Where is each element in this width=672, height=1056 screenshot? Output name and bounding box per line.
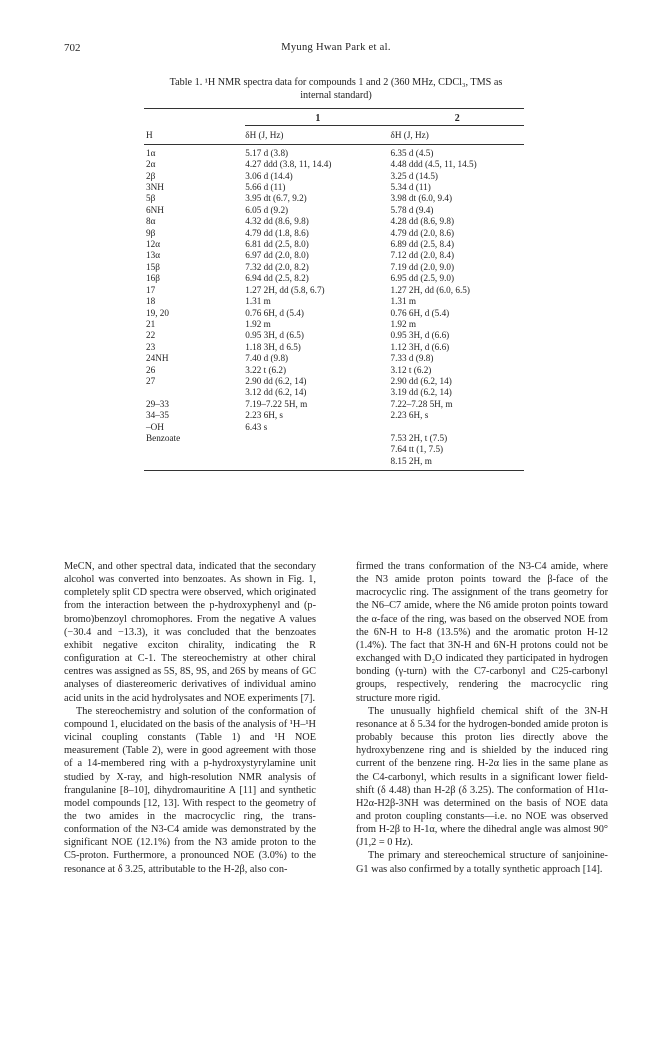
compound-1-cell: 1.18 3H, d 6.5) xyxy=(245,341,301,352)
compound-2-cell: 8.15 2H, m xyxy=(391,456,524,471)
compound-2-cell: 1.27 2H, dd (6.0, 6.5) xyxy=(390,284,470,295)
table-row xyxy=(144,159,524,170)
proton-cell: 34–35 xyxy=(146,410,169,421)
table-caption-line-2: internal standard) xyxy=(300,90,372,101)
compound-1-cell: 1.27 2H, dd (5.8, 6.7) xyxy=(245,284,325,295)
compound-1-cell: 4.27 ddd (3.8, 11, 14.4) xyxy=(245,159,332,170)
compound-2-cell: 6.89 dd (2.5, 8.4) xyxy=(390,239,455,250)
table-row xyxy=(144,330,524,341)
body-paragraph: The unusually highfield chemical shift of the 3N-H resonance at δ 5.34 for the hydrogen-bonded amide proton is probably because this proton lies directly above the hydroxybenzene ring and is shielded by the induced ring current of the benzene ring. H-2α lies in the same plane as the C4-carbonyl, which results in a significant lower field-shift (δ 4.48) than H-2β (δ 3.25). The conformation of H1α-H2α-H2β-3NH was determined on the basis of NOE data and proton coupling constants—i.e. no NOE was observed from H-2β to H-1α, where the dihedral angle was almost 90° (J1,2 = 0 Hz). xyxy=(356,705,608,849)
table-caption xyxy=(150,76,522,102)
proton-cell: 2α xyxy=(146,159,156,170)
compound-1-cell: 6.97 dd (2.0, 8.0) xyxy=(245,250,309,261)
table-row xyxy=(144,250,524,261)
compound-1-cell: 6.43 s xyxy=(245,421,268,432)
proton-cell: 9β xyxy=(146,227,156,238)
compound-2-cell: 6.95 dd (2.5, 9.0) xyxy=(390,273,455,284)
compound-1-cell xyxy=(245,433,390,444)
table-row xyxy=(144,205,524,216)
page-number: 702 xyxy=(64,42,81,54)
table-row xyxy=(144,365,524,376)
proton-cell: 13α xyxy=(146,250,161,261)
proton-cell: 3NH xyxy=(146,182,164,193)
column-header-1: δH (J, Hz) xyxy=(245,126,390,144)
proton-cell: 23 xyxy=(146,341,156,352)
compound-2-cell: 3.98 dt (6.0, 9.4) xyxy=(390,193,453,204)
body-paragraph: The primary and stereochemical structure of sanjoinine-G1 was also confirmed by a totally synthetic approach [14]. xyxy=(356,850,608,875)
proton-cell: 27 xyxy=(146,375,156,386)
table-row xyxy=(144,182,524,193)
compound-2-cell: 4.28 dd (8.6, 9.8) xyxy=(390,216,455,227)
compound-1-cell: 7.19–7.22 5H, m xyxy=(245,398,308,409)
compound-1-label: 1 xyxy=(315,113,321,124)
proton-cell: 17 xyxy=(146,284,156,295)
compound-2-cell: 1.12 3H, d (6.6) xyxy=(390,341,450,352)
table-row xyxy=(144,216,524,227)
compound-2-header xyxy=(391,113,524,126)
proton-cell xyxy=(144,456,245,471)
proton-cell: 16β xyxy=(146,273,160,284)
column-header-2: δH (J, Hz) xyxy=(391,126,524,144)
compound-1-cell: 6.94 dd (2.5, 8.2) xyxy=(245,273,309,284)
table-row xyxy=(144,422,524,433)
compound-1-cell: 2.90 dd (6.2, 14) xyxy=(245,375,307,386)
body-paragraph: MeCN, and other spectral data, indicated that the secondary alcohol was converted into benzoates. As shown in Fig. 1, completely split CD spectra were observed, which originated from the interaction between the p-hydroxyphenyl and (p-bromo)benzoyl chromophores. From the negative A values (−30.4 and −13.3), it was concluded that the benzoates exhibit negative exciton chirality, indicating the R configuration at C-1. The stereochemistry at other chiral centres was assigned as 5S, 8S, 9S, and 26S by means of GC analyses of diastereomeric derivatives of individual amino acid units in the acid hydrolysates and NOE experiments [7]. xyxy=(64,561,316,704)
table-row xyxy=(144,376,524,387)
running-head: Myung Hwan Park et al. xyxy=(281,42,391,53)
table-caption-line-1: Table 1. ¹H NMR spectra data for compounds 1 and 2 (360 MHz, CDCl₃, TMS as xyxy=(169,77,503,88)
proton-cell: 26 xyxy=(146,364,156,375)
compound-2-cell: 7.33 d (9.8) xyxy=(390,353,434,364)
compound-2-cell: 5.78 d (9.4) xyxy=(390,204,434,215)
table-row xyxy=(144,456,524,471)
table-row xyxy=(144,308,524,319)
compound-1-cell: 7.40 d (9.8) xyxy=(245,353,289,364)
compound-1-cell: 6.05 d (9.2) xyxy=(245,204,289,215)
compound-1-cell: 2.23 6H, s xyxy=(245,410,284,421)
compound-1-cell xyxy=(245,456,390,471)
compound-2-cell: 0.76 6H, d (5.4) xyxy=(390,307,450,318)
compound-2-cell: 7.22–7.28 5H, m xyxy=(390,398,453,409)
table-row xyxy=(144,144,524,159)
compound-header-row xyxy=(144,113,524,126)
table-row xyxy=(144,228,524,239)
compound-2-cell: 4.48 ddd (4.5, 11, 14.5) xyxy=(390,159,477,170)
proton-cell: 29–33 xyxy=(146,398,169,409)
body-paragraph: firmed the trans conformation of the N3-C4 amide, where the N3 amide proton points toward the β-face of the macrocyclic ring. The assignment of the trans geometry for the N6–C7 amide, where the N6 amide proton points toward the α-face of the ring, was based on the observed NOE from the 6N-H to H-8 (13.5%) and the aromatic proton H-12 (1.4%). The fact that 3N-H and 6N-H protons could not be exchanged with D₂O indicated they participated in hydrogen bonding (γ-turn) with the C7-carbonyl and C25-carbonyl groups, respectively, rendering the macrocyclic ring structure more rigid. xyxy=(356,561,608,704)
column-header-row xyxy=(144,126,524,144)
compound-1-cell: 0.95 3H, d (6.5) xyxy=(245,330,304,341)
table-row xyxy=(144,399,524,410)
compound-1-header xyxy=(245,113,390,126)
compound-2-cell: 0.95 3H, d (6.6) xyxy=(390,330,450,341)
compound-2-cell: 3.25 d (14.5) xyxy=(390,170,438,181)
compound-2-cell: 7.12 dd (2.0, 8.4) xyxy=(390,250,455,261)
compound-2-cell: 7.64 tt (1, 7.5) xyxy=(390,444,444,455)
table-row xyxy=(144,285,524,296)
compound-1-cell: 1.92 m xyxy=(245,318,271,329)
proton-cell xyxy=(144,444,245,455)
proton-cell: 22 xyxy=(146,330,156,341)
table-row xyxy=(144,353,524,364)
table-row xyxy=(144,319,524,330)
compound-2-cell xyxy=(391,422,524,433)
table-row xyxy=(144,193,524,204)
compound-2-cell: 1.92 m xyxy=(390,318,417,329)
compound-1-cell: 3.06 d (14.4) xyxy=(245,170,293,181)
compound-2-cell: 5.34 d (11) xyxy=(390,182,431,193)
column-header-h: H xyxy=(144,126,245,144)
table-row xyxy=(144,444,524,455)
table-row xyxy=(144,262,524,273)
body-left-column xyxy=(64,560,316,876)
compound-1-cell: 1.31 m xyxy=(245,296,271,307)
compound-2-cell: 3.19 dd (6.2, 14) xyxy=(390,387,452,398)
proton-cell: 8α xyxy=(146,216,156,227)
compound-1-cell: 3.12 dd (6.2, 14) xyxy=(245,387,307,398)
compound-2-cell: 2.23 6H, s xyxy=(390,410,429,421)
table-row xyxy=(144,239,524,250)
proton-cell xyxy=(144,387,245,398)
compound-1-cell: 3.95 dt (6.7, 9.2) xyxy=(245,193,307,204)
proton-cell: 21 xyxy=(146,318,156,329)
compound-1-cell: 4.32 dd (8.6, 9.8) xyxy=(245,216,309,227)
compound-1-cell: 5.66 d (11) xyxy=(245,182,286,193)
nmr-table xyxy=(144,108,524,471)
proton-cell: 24NH xyxy=(146,353,169,364)
proton-cell: 5β xyxy=(146,193,156,204)
proton-cell: 2β xyxy=(146,170,156,181)
table-row xyxy=(144,342,524,353)
compound-2-cell: 2.90 dd (6.2, 14) xyxy=(390,375,452,386)
compound-2-cell: 3.12 t (6.2) xyxy=(390,364,432,375)
compound-2-cell: 1.31 m xyxy=(390,296,417,307)
compound-2-label: 2 xyxy=(454,113,460,124)
compound-1-cell: 0.76 6H, d (5.4) xyxy=(245,307,304,318)
proton-cell: 12α xyxy=(146,239,161,250)
table-row xyxy=(144,273,524,284)
compound-2-cell: 7.53 2H, t (7.5) xyxy=(390,432,448,443)
compound-2-cell: 4.79 dd (2.0, 8.6) xyxy=(390,227,455,238)
proton-cell: 15β xyxy=(146,261,160,272)
proton-cell: 1α xyxy=(146,147,156,158)
table-row xyxy=(144,433,524,444)
proton-cell: 18 xyxy=(146,296,156,307)
compound-1-cell: 5.17 d (3.8) xyxy=(245,147,289,158)
compound-2-cell: 7.19 dd (2.0, 9.0) xyxy=(390,261,455,272)
table-row xyxy=(144,387,524,398)
proton-cell: 19, 20 xyxy=(146,307,169,318)
table-row xyxy=(144,410,524,421)
compound-1-cell: 6.81 dd (2.5, 8.0) xyxy=(245,239,309,250)
compound-1-cell: 3.22 t (6.2) xyxy=(245,364,287,375)
proton-cell: 6NH xyxy=(146,204,164,215)
compound-1-cell: 4.79 dd (1.8, 8.6) xyxy=(245,227,309,238)
table-row xyxy=(144,296,524,307)
compound-2-cell: 6.35 d (4.5) xyxy=(390,147,434,158)
proton-cell: –OH xyxy=(146,421,164,432)
proton-cell: Benzoate xyxy=(146,432,181,443)
body-paragraph: The stereochemistry and solution of the conformation of compound 1, elucidated on the basis of the analysis of ¹H–¹H vicinal coupling constants (Table 1) and ¹H NOE measurement (Table 2), were in good agreement with those of a 14-membered ring with a p-hydroxystyrylamine unit studied by X-ray, and high-resolution NMR analysis of frangulanine [8–10], dihydromauritine A [11] and synthetic model compounds [12, 13]. With respect to the geometry of the two amides in the macrocyclic ring, the trans-conformation of the N3-C4 amide was demonstrated by the significant NOE (12.1%) from the N3 amide proton to the C5-proton. Furthermore, a pronounced NOE (3.0%) to the resonance at δ 3.25, attributable to the H-2β, also con- xyxy=(64,705,316,875)
compound-1-cell xyxy=(245,444,390,455)
body-right-column xyxy=(356,560,608,876)
table-row xyxy=(144,171,524,182)
compound-1-cell: 7.32 dd (2.0, 8.2) xyxy=(245,261,309,272)
